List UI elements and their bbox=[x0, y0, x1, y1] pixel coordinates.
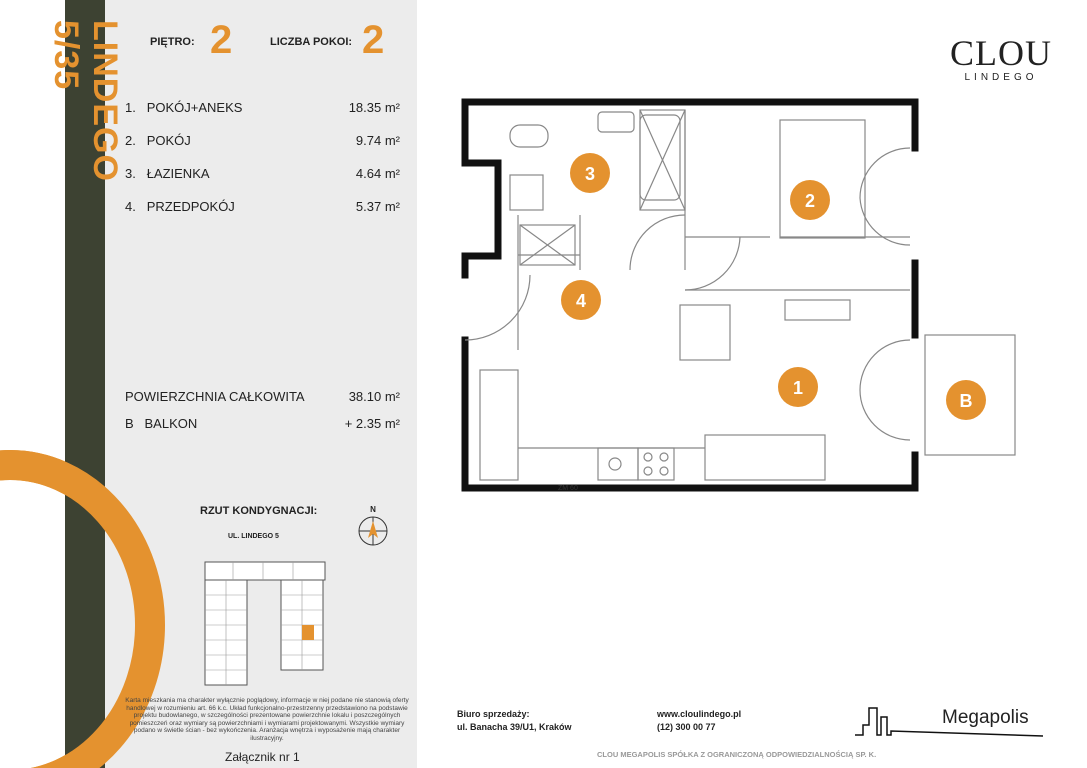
rooms-count-value: 2 bbox=[362, 18, 385, 62]
floor-plan bbox=[440, 90, 1040, 500]
room-row: 2. POKÓJ 9.74 m² bbox=[125, 133, 400, 148]
website-link[interactable]: www.cloulindego.pl bbox=[657, 709, 742, 719]
balcony-marker: B bbox=[959, 391, 973, 411]
room-row: 1. POKÓJ+ANEKS 18.35 m² bbox=[125, 100, 400, 115]
office-label: Biuro sprzedaży: bbox=[457, 709, 530, 719]
room-4-marker: 4 bbox=[575, 291, 587, 311]
apartment-highlight bbox=[302, 625, 314, 640]
attachment-label: Załącznik nr 1 bbox=[225, 750, 300, 764]
floor-value: 2 bbox=[210, 18, 233, 62]
level-plan-title: RZUT KONDYGNACJI: bbox=[200, 505, 318, 517]
clou-logo: CLOU LINDEGO bbox=[950, 33, 1052, 83]
rooms-count-label: LICZBA POKOI: bbox=[270, 36, 353, 48]
legal-name: CLOU MEGAPOLIS SPÓŁKA Z OGRANICZONĄ ODPOWIEDZIALNOŚCIĄ SP. K. bbox=[597, 750, 877, 759]
total-area-row: POWIERZCHNIA CAŁKOWITA 38.10 m² bbox=[125, 389, 400, 404]
office-address: ul. Banacha 39/U1, Kraków bbox=[457, 722, 572, 732]
disclaimer: Karta mieszkania ma charakter wyłącznie poglądowy, informacje w niej podane nie stanowią oferty handlowej w rozumieniu art. 66 k.c. Układ funkcjonalno-przestrzenny przedstawiono na podstawie projektu budowlanego, w szczególności prezentowane powierzchnie lokalu i poszczególnych pomieszczeń oraz wymiary są powierzchniami i wymiarami projektowanymi. Wszystkie wymiary podano w świetle ścian - bez wykończenia. Aranżacja wnętrza i wyposażenie mają charakter ilustracyjny. bbox=[125, 697, 409, 742]
megapolis-logo: Megapolis bbox=[942, 707, 1029, 728]
room-row: 4. PRZEDPOKÓJ 5.37 m² bbox=[125, 199, 400, 214]
building-title: LINDEGO 5/35 bbox=[47, 20, 124, 182]
room-3-marker: 3 bbox=[584, 164, 596, 184]
room-row: 3. ŁAZIENKA 4.64 m² bbox=[125, 166, 400, 181]
building-level-plan bbox=[203, 560, 328, 690]
compass-icon bbox=[356, 514, 390, 548]
north-label: N bbox=[370, 505, 376, 514]
compass bbox=[356, 505, 390, 551]
phone: (12) 300 00 77 bbox=[657, 722, 716, 732]
floor-label: PIĘTRO: bbox=[150, 36, 195, 48]
room-1-marker: 1 bbox=[792, 378, 804, 398]
balcony-row: B BALKON + 2.35 m² bbox=[125, 416, 400, 431]
stove-label: ZM 60 bbox=[558, 485, 578, 492]
street-label: UL. LINDEGO 5 bbox=[228, 533, 279, 540]
room-2-marker: 2 bbox=[804, 191, 816, 211]
